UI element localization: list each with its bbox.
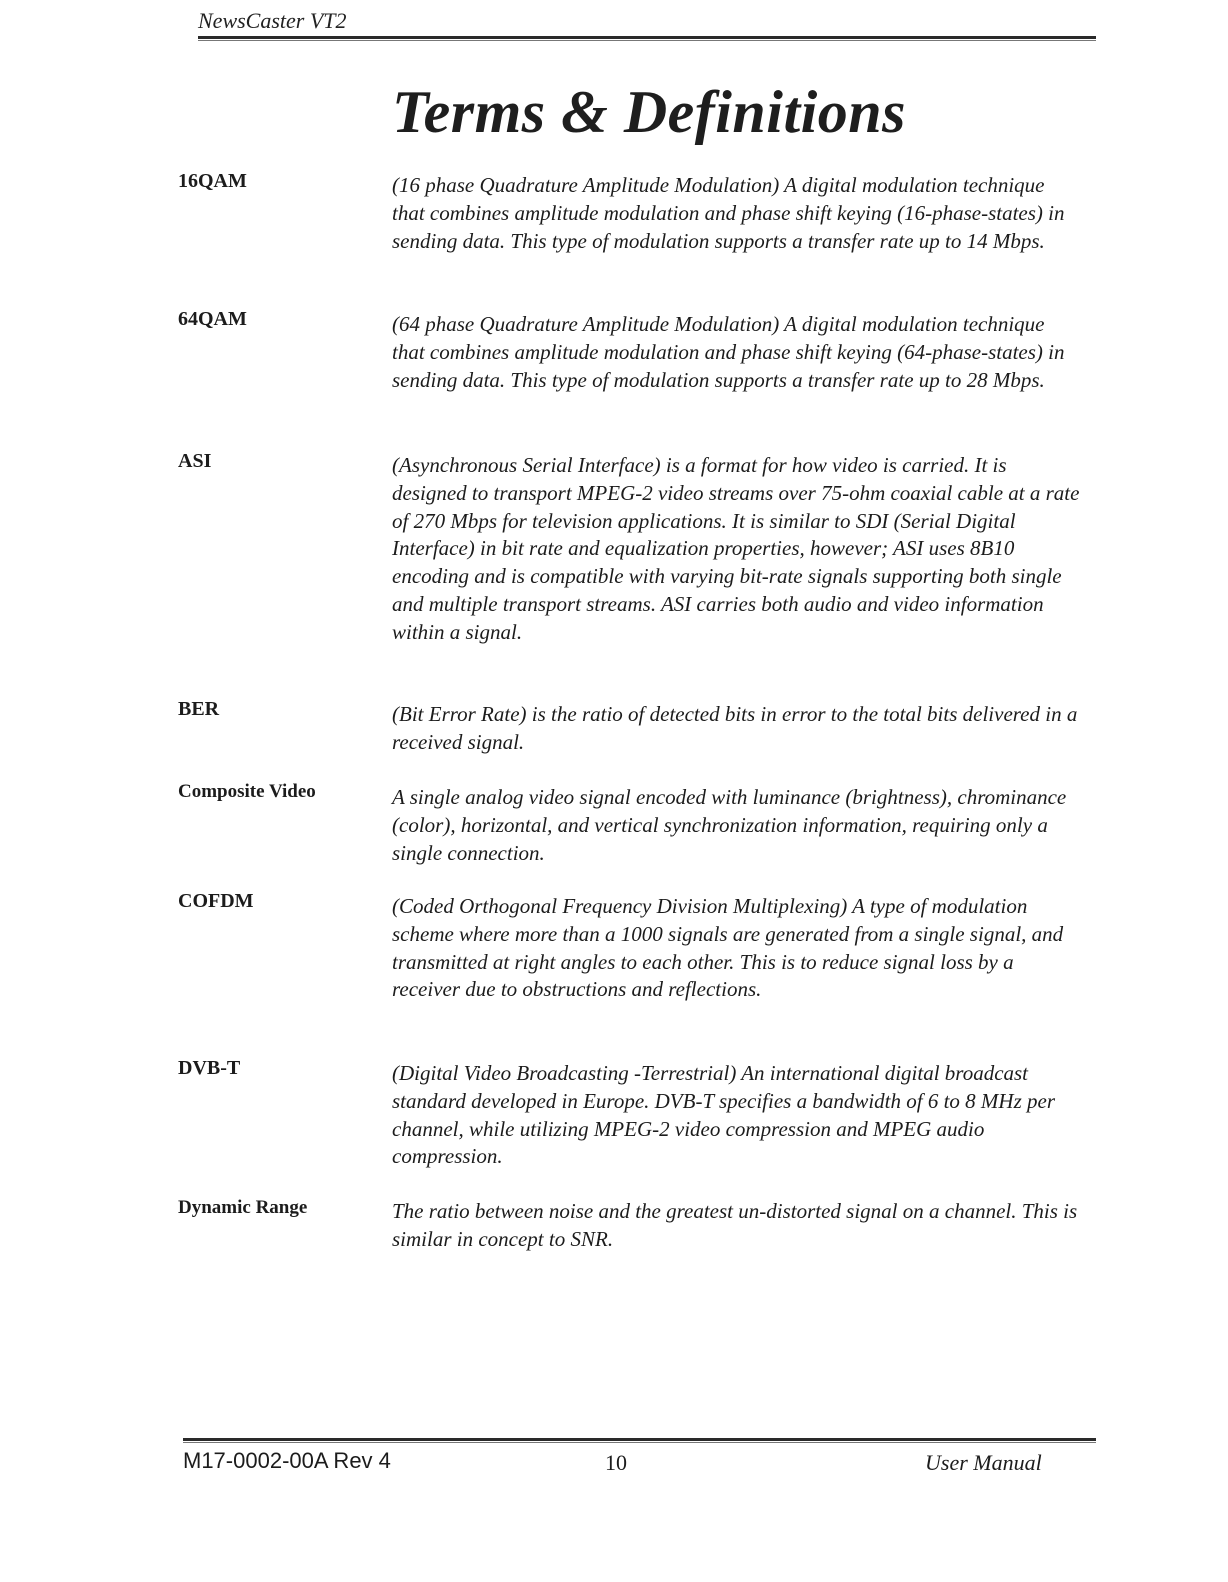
definition-dynamic-range: The ratio between noise and the greatest un-distorted signal on a channel. This is similar in concept to SNR. <box>392 1199 1078 1251</box>
term-dynamic-range: Dynamic Range <box>178 1197 308 1218</box>
definition-ber: (Bit Error Rate) is the ratio of detected bits in error to the total bits delivered in a received signal. <box>392 702 1078 754</box>
term-composite-video: Composite Video <box>178 781 316 802</box>
term-64qam: 64QAM <box>178 308 247 330</box>
definition-cofdm: (Coded Orthogonal Frequency Division Multiplexing) A type of modulation scheme where more than a 1000 signals are generated from a single signal, and transmitted at right angles to each other. This is to reduce signal loss by a receiver due to obstructions and reflections. <box>392 894 1064 1002</box>
footer-manual-label: User Manual <box>925 1450 1042 1475</box>
definition-composite-video: A single analog video signal encoded with luminance (brightness), chrominance (color), horizontal, and vertical synchronization information, requiring only a single connection. <box>392 785 1067 865</box>
definition-64qam: (64 phase Quadrature Amplitude Modulation) A digital modulation technique that combines amplitude modulation and phase shift keying (64-phase-states) in sending data. This type of modulation supports a transfer rate up to 28 Mbps. <box>392 312 1065 392</box>
term-dvb-t: DVB-T <box>178 1057 241 1079</box>
term-ber: BER <box>178 698 220 720</box>
footer-page-number: 10 <box>605 1450 627 1475</box>
footer-doc-number: M17-0002-00A Rev 4 <box>183 1448 391 1473</box>
definition-16qam: (16 phase Quadrature Amplitude Modulation) A digital modulation technique that combines amplitude modulation and phase shift keying (16-phase-states) in sending data. This type of modulation supports a transfer rate up to 14 Mbps. <box>392 173 1065 253</box>
definition-dvb-t: (Digital Video Broadcasting -Terrestrial) An international digital broadcast standard developed in Europe. DVB-T specifies a bandwidth of 6 to 8 MHz per channel, while utilizing MPEG-2 video compression and MPEG audio compression. <box>392 1061 1055 1169</box>
header-rule <box>198 36 1096 39</box>
definition-asi: (Asynchronous Serial Interface) is a format for how video is carried. It is designed to transport MPEG-2 video streams over 75-ohm coaxial cable at a rate of 270 Mbps for television applications. It is similar to SDI (Serial Digital Interface) in bit rate and equalization properties, however; ASI uses 8B10 encoding and is compatible with varying bit-rate signals supporting both single and multiple transport streams. ASI carries both audio and video information within a signal. <box>392 453 1080 644</box>
term-cofdm: COFDM <box>178 890 254 912</box>
term-16qam: 16QAM <box>178 170 247 192</box>
term-asi: ASI <box>178 450 212 472</box>
footer-rule <box>183 1438 1096 1441</box>
header-title: NewsCaster VT2 <box>198 8 347 33</box>
page-title: Terms & Definitions <box>392 79 907 145</box>
